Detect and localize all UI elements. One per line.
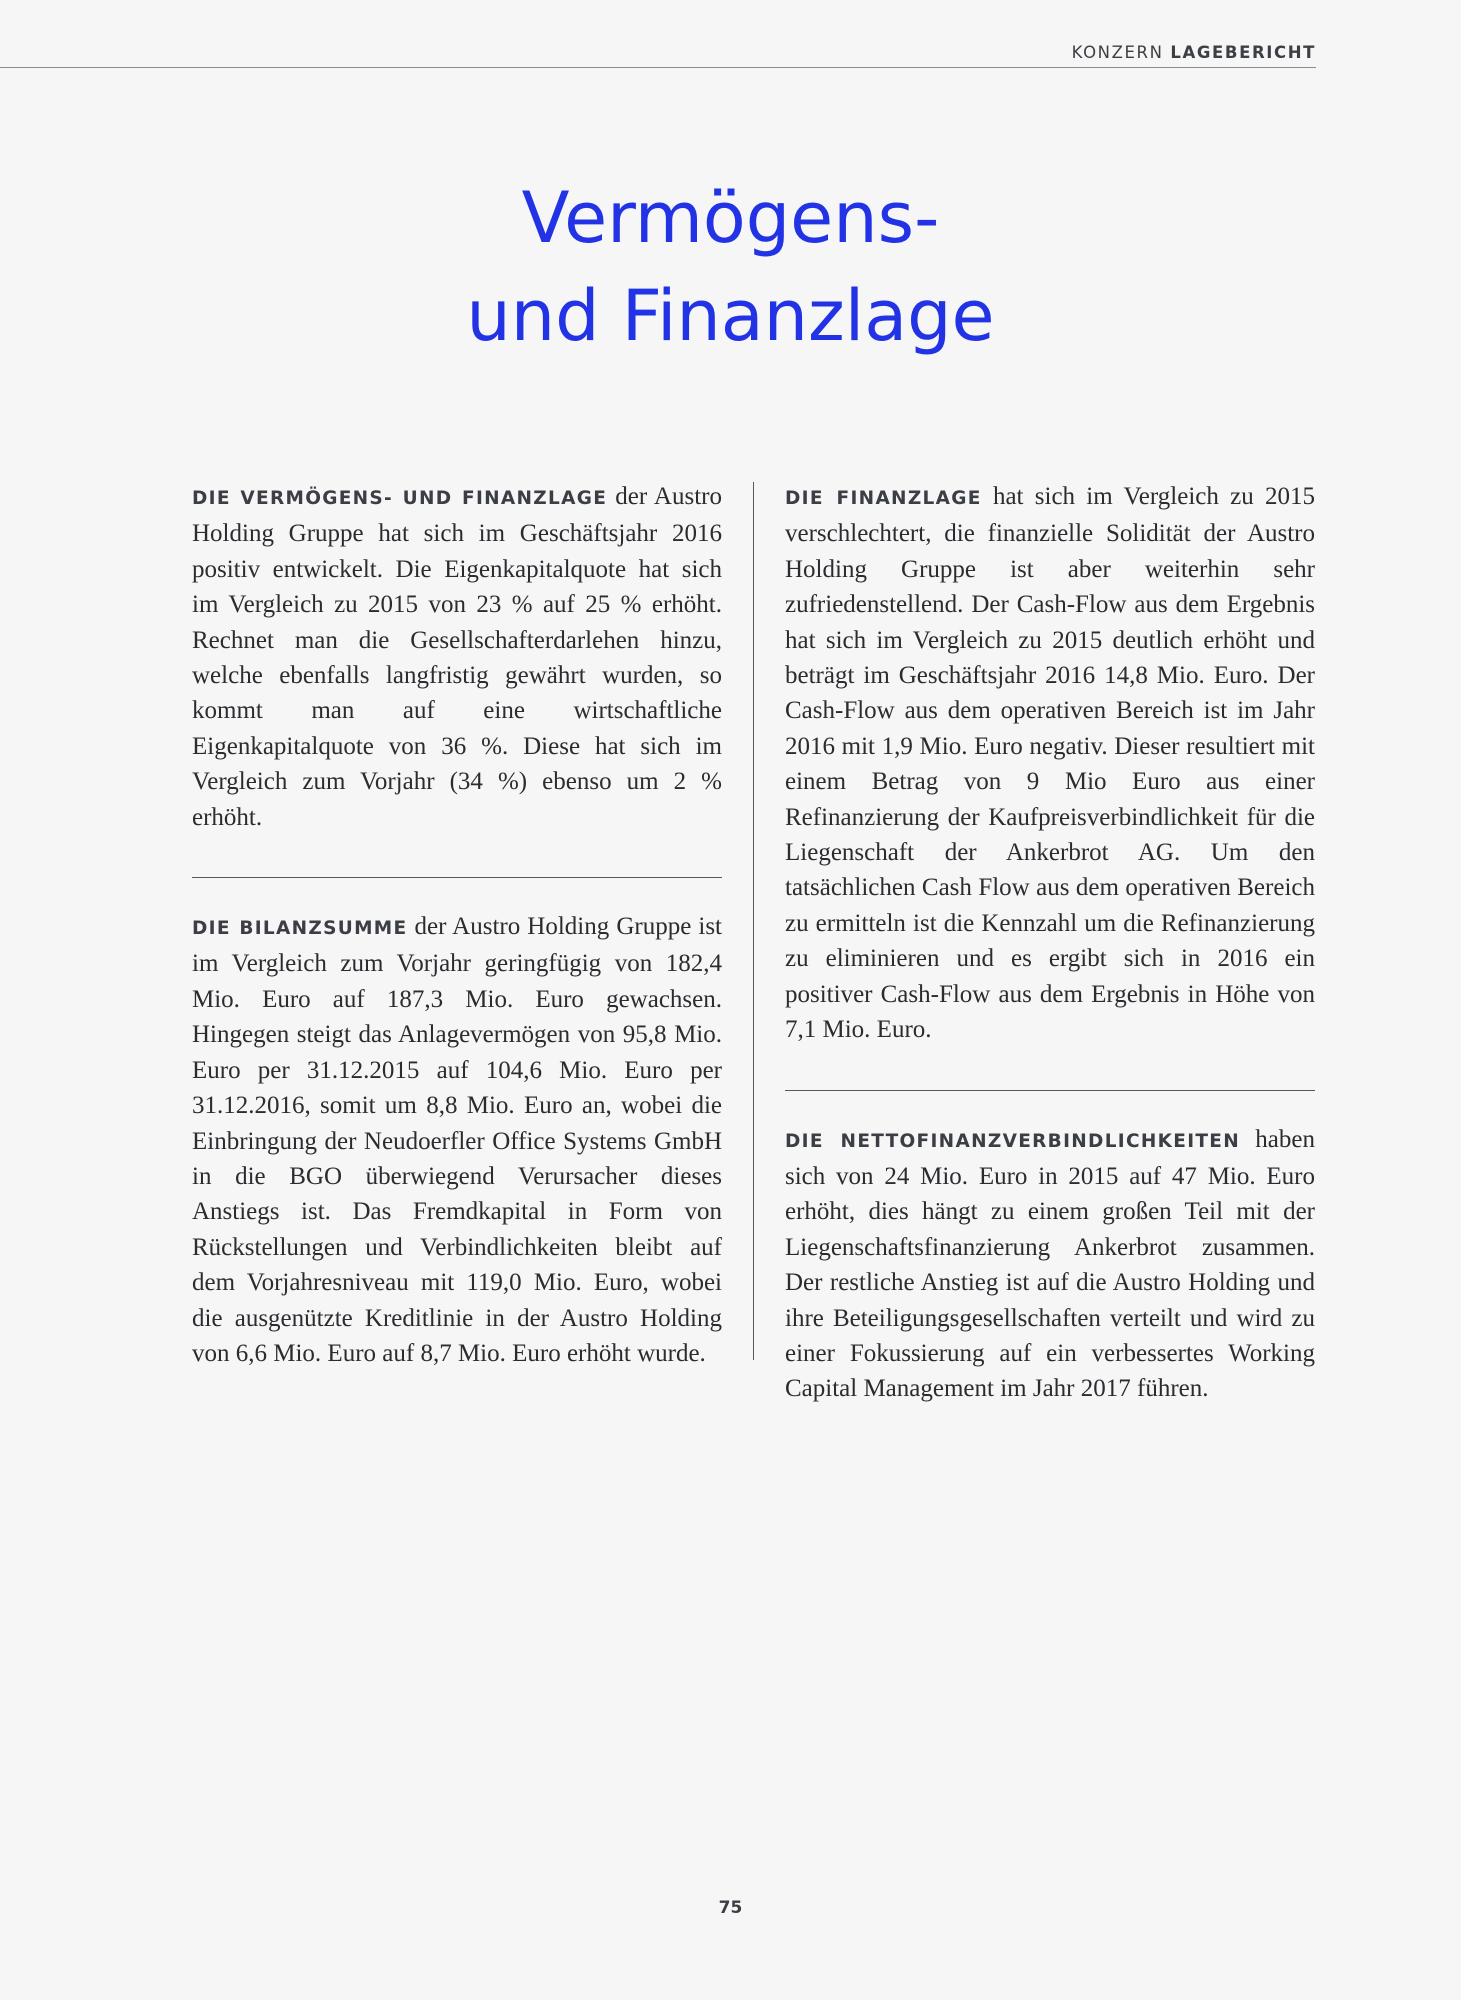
section-text: hat sich im Vergleich zu 2015 verschlechtert, die finanzielle Solidität der Austro Holding Gruppe ist aber weiterhin sehr zufriedenstellend. Der Cash-Flow aus dem Ergebnis hat sich im Vergleich zu 2015 deutlich erhöht und beträgt im Geschäftsjahr 2016 14,8 Mio. Euro. Der Cash-Flow aus dem operativen Bereich ist im Jahr 2016 mit 1,9 Mio. Euro negativ. Dieser resultiert mit einem Betrag von 9 Mio Euro aus einer Refinanzierung der Kaufpreisverbindlichkeit für die Liegenschaft der Ankerbrot AG. Um den tatsächlichen Cash Flow aus dem operativen Bereich zu ermitteln ist die Kennzahl um die Refinanzierung zu eliminieren und es ergibt sich in 2016 ein positiver Cash-Flow aus dem Ergebnis in Höhe von 7,1 Mio. Euro. [785,483,1315,1044]
section-text: haben sich von 24 Mio. Euro in 2015 auf 47 Mio. Euro erhöht, dies hängt zu einem großen Teil mit der Liegenschaftsfinanzierung Ankerbrot zusammen. Der restliche Anstieg ist auf die Austro Holding und ihre Beteiligungsgesellschaften verteilt und wird zu einer Fokussierung auf ein verbessertes Working Capital Management im Jahr 2017 führen. [785,1125,1315,1403]
page-title-line-1: Vermögens- [521,177,940,259]
section-bilanzsumme [192,909,722,1371]
column-divider [753,482,754,1360]
section-finanzlage [785,479,1315,1048]
section-lead: DIE FINANZLAGE [785,488,982,509]
section-paragraph [192,909,722,1371]
section-lead: DIE NETTOFINANZVERBINDLICHKEITEN [785,1130,1241,1152]
section-divider [785,1090,1315,1091]
section-vermoegenslage [192,479,722,835]
section-lead: DIE BILANZSUMME [192,918,408,940]
section-lead: DIE VERMÖGENS- UND FINANZLAGE [192,488,608,509]
section-paragraph [192,479,722,835]
page-title-line-2: und Finanzlage [466,275,995,357]
header-chapter: LAGEBERICHT [1170,43,1316,62]
section-paragraph [785,1122,1315,1407]
page-number: 75 [718,1898,743,1918]
section-text: der Austro Holding Gruppe hat sich im Geschäftsjahr 2016 positiv entwickelt. Die Eigenkapitalquote hat sich im Vergleich zu 2015 von 23 % auf 25 % erhöht. Rechnet man die Gesellschafterdarlehen hinzu, welche ebenfalls langfristig gewährt wurden, so kommt man auf eine wirtschaftliche Eigenkapitalquote von 36 %. Diese hat sich im Vergleich zum Vorjahr (34 %) ebenso um 2 % erhöht. [192,483,722,831]
section-nettofinanzverbindlichkeiten [785,1122,1315,1407]
right-column [785,479,1315,1407]
header-section: KONZERN [1071,43,1164,62]
left-column [192,479,722,1371]
running-header [1072,43,1316,62]
section-paragraph [785,479,1315,1048]
header-rule [0,67,1316,68]
section-text: der Austro Holding Gruppe ist im Vergleich zum Vorjahr geringfügig von 182,4 Mio. Euro auf 187,3 Mio. Euro gewachsen. Hingegen steigt das Anlagevermögen von 95,8 Mio. Euro per 31.12.2015 auf 104,6 Mio. Euro per 31.12.2016, somit um 8,8 Mio. Euro an, wobei die Einbringung der Neudoerfler Office Systems GmbH in die BGO überwiegend Verursacher dieses Anstiegs ist. Das Fremdkapital in Form von Rückstellungen und Verbindlichkeiten bleibt auf dem Vorjahresniveau mit 119,0 Mio. Euro, wobei die ausgenützte Kreditlinie in der Austro Holding von 6,6 Mio. Euro auf 8,7 Mio. Euro erhöht wurde. [192,913,723,1367]
section-divider [192,877,722,878]
